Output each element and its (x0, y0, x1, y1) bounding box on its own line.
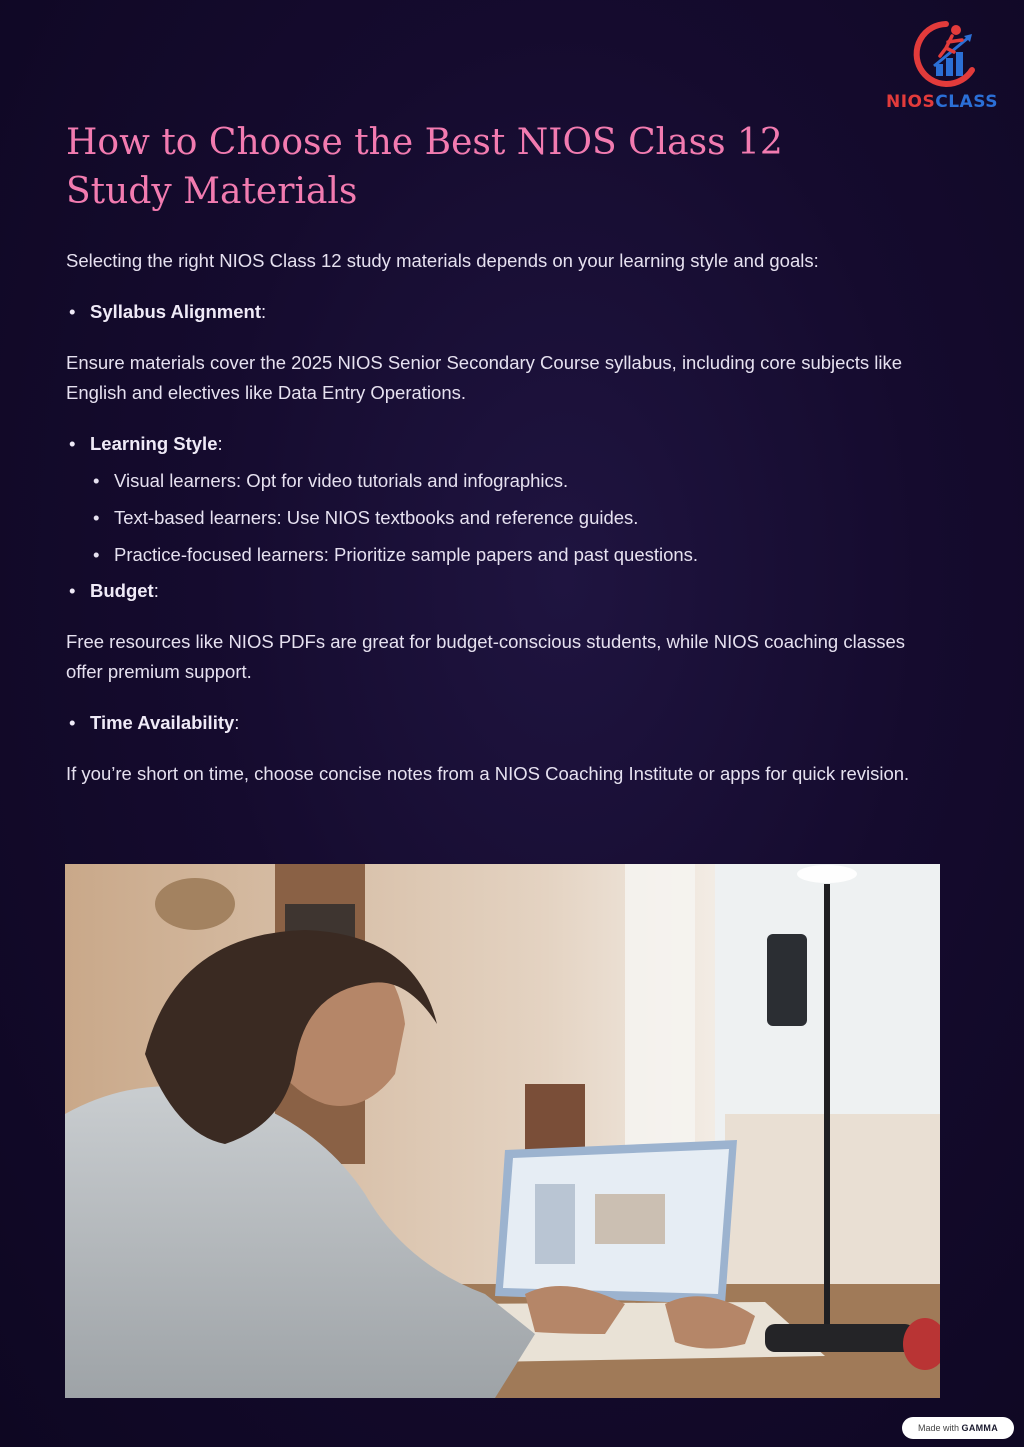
page-title: How to Choose the Best NIOS Class 12 Study Materials (66, 122, 783, 212)
student-studying-photo (65, 864, 940, 1398)
logo-wordmark-part2: CLASS (935, 92, 998, 112)
nios-class-logo (884, 18, 1010, 118)
bullet-colon: : (153, 580, 159, 601)
bullet-time-availability (90, 708, 239, 738)
bullet-heading: Time Availability (90, 712, 235, 733)
bullet-heading: Budget (90, 580, 154, 601)
bullet-syllabus-alignment (90, 297, 266, 327)
syllabus-alignment-paragraph: Ensure materials cover the 2025 NIOS Senior Secondary Course syllabus, including core subjects like English and electives like Data Entry Operations. (66, 352, 902, 403)
sub-item-visual-learners: • Visual learners: Opt for video tutorials and infographics. (114, 466, 568, 496)
photo-illustration (65, 864, 940, 1398)
runner-chart-logo-icon (906, 18, 986, 90)
bullet-budget (90, 576, 159, 606)
time-availability-paragraph: If you’re short on time, choose concise notes from a NIOS Coaching Institute or apps for quick revision. (66, 763, 910, 784)
bullet-colon: : (234, 712, 240, 733)
bullet-learning-style (90, 429, 223, 459)
bullet-heading: Learning Style (90, 433, 218, 454)
logo-wordmark (886, 92, 998, 112)
bullet-colon: : (217, 433, 223, 454)
badge-prefix: Made with (917, 1423, 959, 1433)
intro-paragraph: Selecting the right NIOS Class 12 study materials depends on your learning style and goals: (66, 250, 819, 271)
made-with-gamma-badge[interactable] (902, 1417, 1014, 1439)
budget-paragraph: Free resources like NIOS PDFs are great for budget-conscious students, while NIOS coaching classes offer premium support. (66, 631, 906, 682)
sub-item-text-based-learners: • Text-based learners: Use NIOS textbooks and reference guides. (114, 503, 638, 533)
sub-item-practice-focused-learners: • Practice-focused learners: Prioritize sample papers and past questions. (114, 540, 698, 570)
logo-wordmark-part1: NIOS (886, 92, 936, 112)
badge-brand: GAMMA (961, 1423, 999, 1433)
bullet-heading: Syllabus Alignment (90, 301, 261, 322)
bullet-colon: : (260, 301, 267, 322)
